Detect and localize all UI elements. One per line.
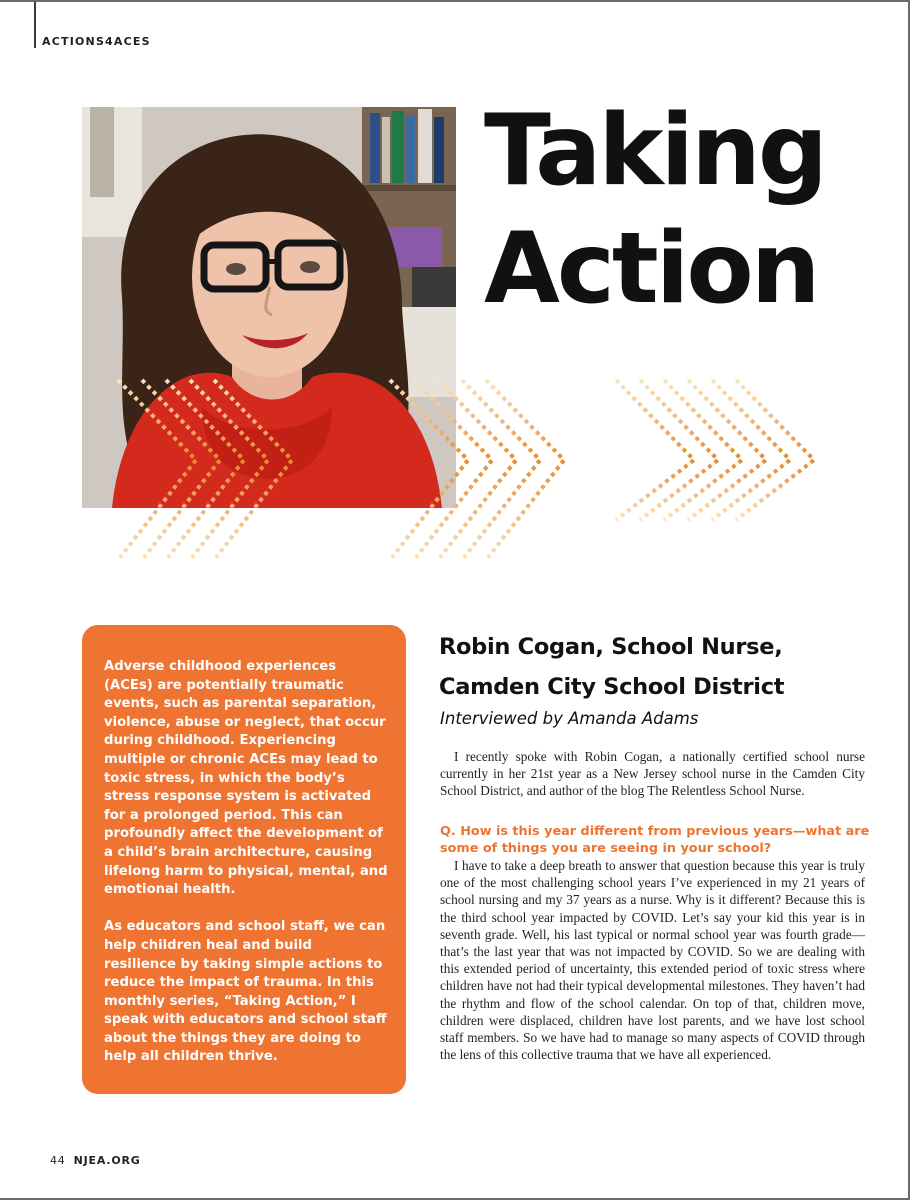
aces-sidebar-box [82,625,406,1094]
article-title-line-1: Robin Cogan, School Nurse, [439,634,783,660]
section-tag: ACTIONS4ACES [42,35,151,48]
interview-answer: I have to take a deep breath to answer that question because this year is truly one of the most challenging school years I’ve experienced in my 21 years of school nursing and my 37 years as a nurse. Why is it different? Because this is the third school year impacted by COVID. Let’s say your kid this year is in seventh grade. Well, his last typical or normal school year was fourth grade—that’s the last year that was not impacted by COVID. So we are dealing with this extended period of uncertainty, this extended period of toxic stress where children have not had their typical developmental milestones. They haven’t had the rhythm and flow of the school calendar. On top of that, children move, children were displaced, children have lost parents, and we have lost school staff members. So we have had to manage so many aspects of COVID through the lens of this collective trauma that we have all experienced. [440,858,865,1063]
page-number: 44 [50,1154,66,1167]
chevron-pattern-graphic [100,370,840,570]
byline: Interviewed by Amanda Adams [440,709,699,728]
sidebar-paragraph: As educators and school staff, we can help children heal and build resilience by taking simple actions to reduce the impact of trauma. In this monthly series, “Taking Action,” I speak with educators and school staff about the things they are doing to help all children thrive. [104,919,387,1065]
sidebar-paragraph: Adverse childhood experiences (ACEs) are potentially traumatic events, such as parental separation, violence, abuse or neglect, that occur during childhood. Experiencing multiple or chronic ACEs may lead to toxic stress, in which the body’s stress response system is activated for a prolonged period. This can profoundly affect the development of a child’s brain architecture, causing lifelong harm to physical, mental, and emotional health. [104,659,388,898]
intro-paragraph: I recently spoke with Robin Cogan, a nationally certified school nurse currently in her 21st year as a New Jersey school nurse in the Camden City School District, and author of the blog The Relentless School Nurse. [440,749,865,799]
interview-question: Q. How is this year different from previous years—what are some of things you are seeing in your school? [440,824,870,856]
headline-line-2: Action [484,212,818,326]
article-title-line-2: Camden City School District [439,674,785,700]
page-footer [50,1154,141,1167]
article-title [439,627,879,707]
headline-line-1: Taking [484,94,826,208]
section-rule [34,2,36,48]
footer-site: NJEA.ORG [73,1154,141,1167]
headline [484,92,884,328]
